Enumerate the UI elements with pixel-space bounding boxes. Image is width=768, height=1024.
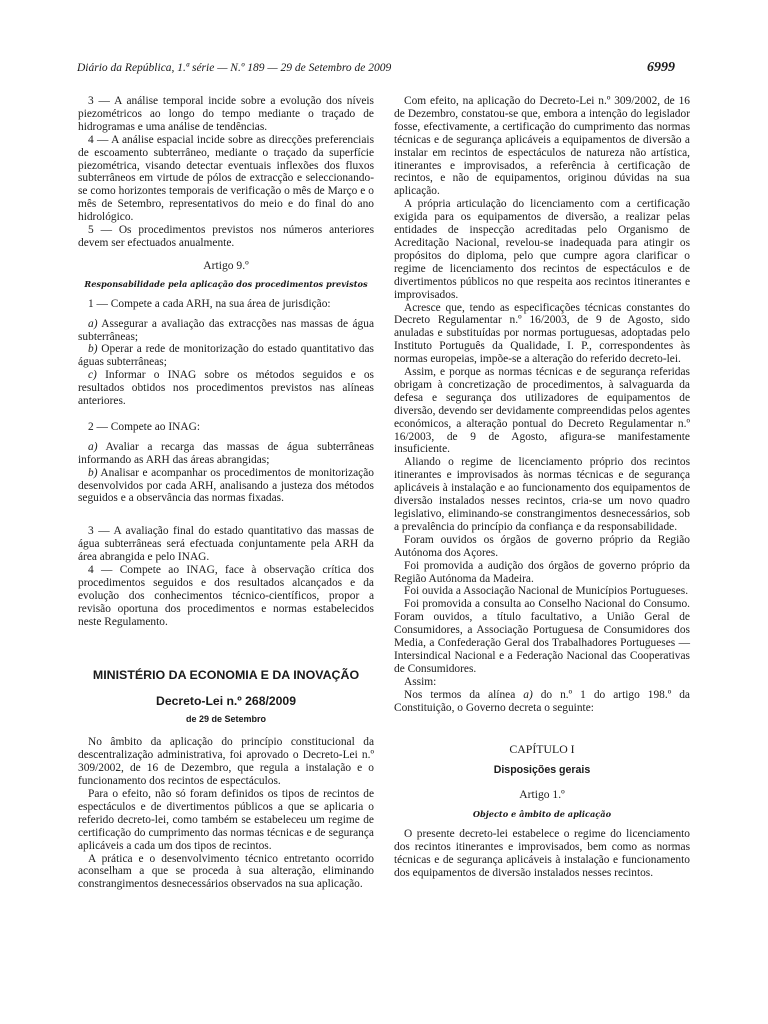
list-item <box>78 369 374 408</box>
item-letter: a) <box>88 440 98 453</box>
right-column <box>394 95 690 880</box>
article-title: Responsabilidade pela aplicação dos procedimentos previstos <box>84 278 368 289</box>
paragraph: Acresce que, tendo as especificações técnicas constantes do Decreto Regulamentar n.º 16/2003, de 9 de Agosto, sido anuladas e substituídas por normas portuguesas, adoptadas pelo Instituto Português da Qualidade, I. P., correspondentes às normas europeias, impõe-se a alteração do referido decreto-lei. <box>394 301 690 366</box>
item-letter: a) <box>523 688 533 701</box>
item-text: Assegurar a avaliação das extracções nas massas de água subterrâneas; <box>78 317 374 343</box>
item-text: Operar a rede de monitorização do estado quantitativo das águas subterrâneas; <box>78 343 374 369</box>
article-title: Objecto e âmbito de aplicação <box>472 809 612 820</box>
paragraph: 4 — A análise espacial incide sobre as direcções preferenciais de escoamento subterrâneo, mediante o traçado da superfície piezométrica, visando detectar eventuais inflexões dos fluxos subterrâneos em virtude de pólos de extracção e seleccionando-se como horizontes temporais de verificação o mês de Março e o mês de Setembro, representativos do meio e do final do ano hidrológico. <box>78 133 374 224</box>
paragraph: Assim: <box>404 675 437 688</box>
item-letter: b) <box>88 466 98 479</box>
paragraph: Aliando o regime de licenciamento próprio dos recintos itinerantes e improvisados às normas técnicas e de segurança aplicáveis à instalação e ao funcionamento dos equipamentos de diversão instalados nesses recintos, cria-se um novo quadro legislativo, eliminando-se constrangimentos desnecessários, sob a prevalência do princípio da confiança e da responsabilidade. <box>394 456 690 533</box>
paragraph: 1 — Compete a cada ARH, na sua área de jurisdição: <box>88 297 331 310</box>
item-letter: c) <box>88 369 97 382</box>
list-item <box>78 318 374 344</box>
paragraph: 4 — Compete ao INAG, face à observação crítica dos procedimentos seguidos e dos resultados alcançados e da evolução dos conhecimentos técnico-científicos, propor a revisão oportuna dos procedimentos e normas estabelecidos neste Regulamento. <box>78 564 374 628</box>
page-header <box>77 60 675 80</box>
list-item <box>78 343 374 369</box>
decree-title: Decreto-Lei n.º 268/2009 <box>156 693 296 708</box>
article-heading: Artigo 9.º <box>203 258 249 272</box>
paragraph: 3 — A avaliação final do estado quantitativo das massas de água subterrâneas será efectuada conjuntamente pela ARH da área abrangida e pelo INAG. <box>78 525 374 564</box>
paragraph: O presente decreto-lei estabelece o regime do licenciamento dos recintos itinerantes e improvisados, bem como as normas técnicas e de segurança aplicáveis à instalação e funcionamento dos equipamentos de diversão instalados nesses recintos. <box>394 828 690 879</box>
chapter-title: Disposições gerais <box>493 764 591 777</box>
ministry-heading: MINISTÉRIO DA ECONOMIA E DA INOVAÇÃO <box>92 667 360 682</box>
paragraph: 2 — Compete ao INAG: <box>88 420 200 433</box>
paragraph: Com efeito, na aplicação do Decreto-Lei n.º 309/2002, de 16 de Dezembro, constatou-se que, embora a intenção do legislador fosse, efectivamente, a certificação do cumprimento das normas técnicas e de segurança aplicáveis a equipamentos de diversão a instalar em recintos de espectáculos de natureza não artística, itinerantes e improvisados, a referência à certificação de recintos, e não de equipamentos, originou dúvidas na sua aplicação. <box>394 95 690 198</box>
paragraph: A própria articulação do licenciamento com a certificação exigida para os equipamentos de diversão, a realizar pelas entidades de inspecção acreditadas pelo Organismo de Acreditação Nacional, revelou-se inadequada para atingir os propósitos do diploma, pelo que cumpre agora clarificar o regime de licenciamento dos recintos de espectáculos e de divertimentos públicos no que respeita aos recintos itinerantes e improvisados. <box>394 198 690 301</box>
paragraph: Foi promovida a consulta ao Conselho Nacional do Consumo. Foram ouvidos, a título facultativo, a União Geral de Consumidores, a Associação Portuguesa de Consumidores dos Media, a Confederação Geral dos Trabalhadores Portugueses — Intersindical Nacional e a Federação Nacional das Cooperativas de Consumidores. <box>394 598 690 675</box>
item-text: Informar o INAG sobre os métodos seguidos e os resultados obtidos nos procedimentos previstos nas alíneas anteriores. <box>78 369 374 408</box>
chapter-heading: CAPÍTULO I <box>509 741 575 756</box>
paragraph <box>394 689 690 715</box>
item-letter: a) <box>88 317 98 330</box>
paragraph: 3 — A análise temporal incide sobre a evolução dos níveis piezométricos ao longo do tempo mediante o traçado de hidrogramas e uma análise de tendências. <box>78 95 374 133</box>
text-part: do n.º 1 do artigo 198.º da Constituição, o Governo decreta o seguinte: <box>394 688 690 714</box>
article-heading: Artigo 1.º <box>519 788 565 802</box>
paragraph: 5 — Os procedimentos previstos nos números anteriores devem ser efectuados anualmente. <box>78 224 374 249</box>
paragraph: No âmbito da aplicação do princípio constitucional da descentralização administrativa, foi aprovado o Decreto-Lei n.º 309/2002, de 16 de Dezembro, que regula a instalação e o funcionamento dos recintos de espectáculos. <box>78 736 374 788</box>
decree-date: de 29 de Setembro <box>185 714 267 725</box>
left-column <box>78 95 374 891</box>
journal-title: Diário da República, 1.ª série — N.º 189 — 29 de Setembro de 2009 <box>77 62 392 74</box>
paragraph: Foram ouvidos os órgãos de governo próprio da Região Autónoma dos Açores. <box>394 533 690 559</box>
item-text: Analisar e acompanhar os procedimentos de monitorização desenvolvidos por cada ARH, analisando a justeza dos métodos seguidos e a observância das normas fixadas. <box>78 466 374 505</box>
paragraph: Foi promovida a audição dos órgãos de governo próprio da Região Autónoma da Madeira. <box>394 559 690 585</box>
list-item <box>78 441 374 467</box>
paragraph: Foi ouvida a Associação Nacional de Municípios Portugueses. <box>404 585 689 598</box>
item-text: Avaliar a recarga das massas de água subterrâneas informando as ARH das áreas abrangidas; <box>78 440 374 466</box>
list-item <box>78 467 374 506</box>
paragraph: Para o efeito, não só foram definidos os tipos de recintos de espectáculos e de divertimentos públicos a que se aplicaria o referido decreto-lei, como também se estabeleceu um regime de certificação do cumprimento das normas técnicas e de segurança aplicáveis a cada um dos tipos de recintos. <box>78 787 374 852</box>
paragraph: Assim, e porque as normas técnicas e de segurança referidas obrigam à concretização de procedimentos, à salvaguarda da defesa e segurança dos utilizadores de equipamentos de diversão, devendo ser devidamente compreendidas pelos agentes económicos, a alteração pontual do Decreto Regulamentar n.º 16/2003, de 9 de Agosto, afigura-se manifestamente insuficiente. <box>394 366 690 456</box>
paragraph: A prática e o desenvolvimento técnico entretanto ocorrido aconselham a que se proceda à sua alteração, eliminando constrangimentos desnecessários observados na sua aplicação. <box>78 852 374 891</box>
text-part: Nos termos da alínea <box>404 688 524 701</box>
item-letter: b) <box>88 343 98 356</box>
page-number: 6999 <box>647 60 675 75</box>
